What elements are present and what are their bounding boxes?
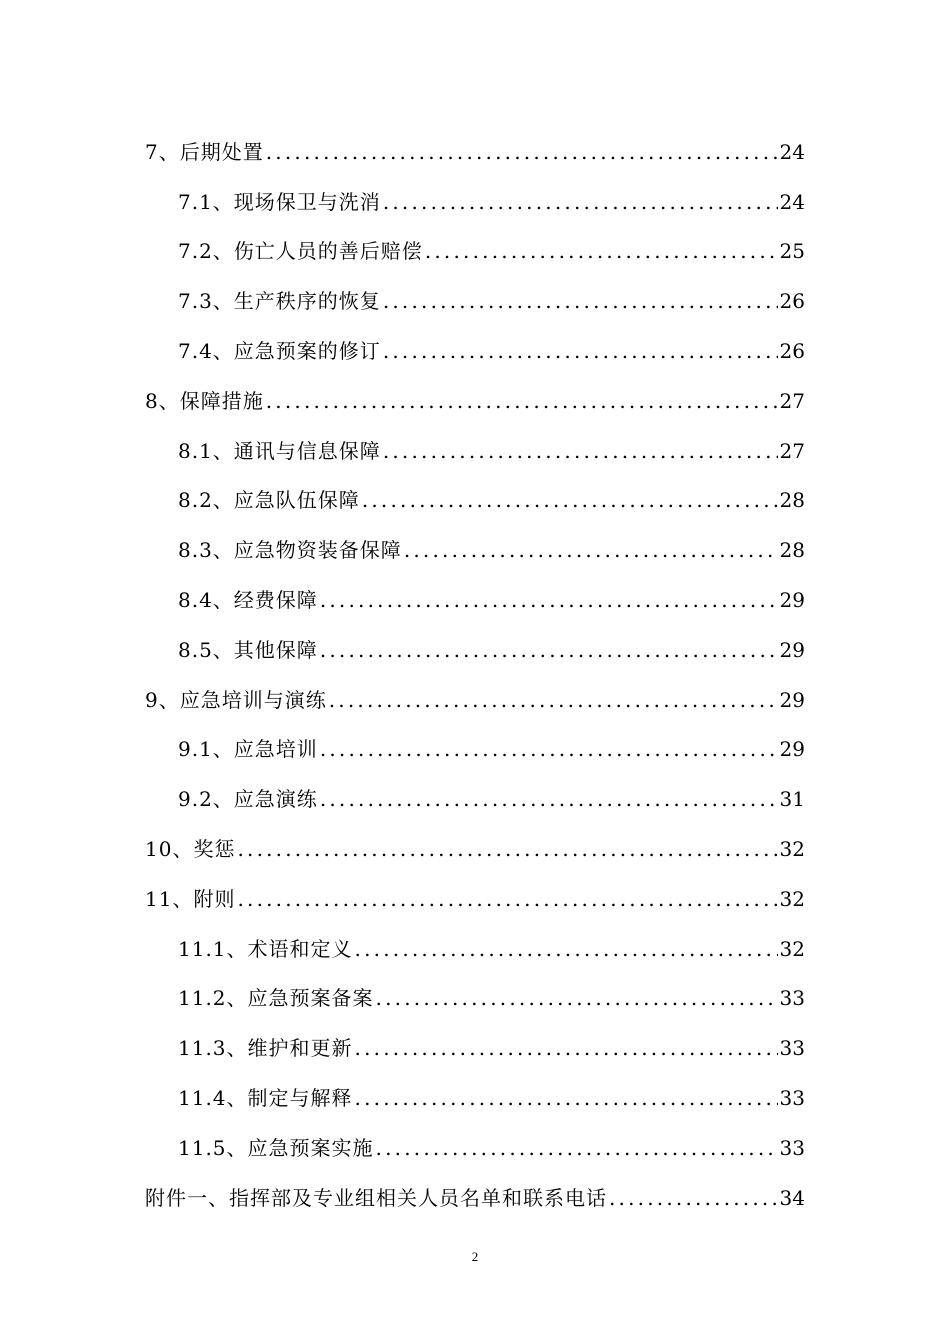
toc-entry-label: 11.4、制定与解释: [178, 1086, 353, 1111]
toc-entry[interactable]: [0, 1023, 950, 1073]
toc-entry-page: 31: [779, 787, 805, 812]
toc-entry[interactable]: [0, 525, 950, 575]
toc-entry-label: 8.5、其他保障: [178, 637, 318, 662]
toc-entry-page: 29: [779, 588, 805, 613]
toc-entry-label: 11.2、应急预案备案: [178, 986, 374, 1011]
toc-dot-leader: [320, 640, 778, 660]
toc-entry[interactable]: [0, 177, 950, 227]
table-of-contents: [0, 127, 950, 1223]
toc-dot-leader: [237, 889, 777, 909]
toc-dot-leader: [425, 241, 778, 261]
toc-entry[interactable]: [0, 476, 950, 526]
toc-entry-page: 28: [779, 538, 805, 563]
toc-dot-leader: [237, 839, 777, 859]
toc-dot-leader: [355, 1038, 778, 1058]
toc-entry-label: 11.5、应急预案实施: [178, 1135, 374, 1160]
toc-entry-page: 32: [779, 886, 805, 911]
toc-entry-label: 8.4、经费保障: [178, 588, 318, 613]
toc-entry-page: 27: [779, 388, 805, 413]
toc-entry-page: 26: [779, 289, 805, 314]
toc-entry-page: 32: [779, 936, 805, 961]
toc-dot-leader: [609, 1188, 778, 1208]
toc-entry-label: 7.1、现场保卫与洗消: [178, 189, 381, 214]
toc-entry-label: 8.1、通讯与信息保障: [178, 438, 381, 463]
toc-dot-leader: [376, 1138, 778, 1158]
toc-entry-label: 11.3、维护和更新: [178, 1036, 353, 1061]
toc-entry-label: 11、附则: [145, 886, 236, 911]
toc-dot-leader: [329, 690, 778, 710]
toc-entry-label: 10、奖惩: [145, 837, 236, 862]
toc-entry-label: 8、保障措施: [145, 388, 264, 413]
toc-dot-leader: [355, 939, 778, 959]
toc-entry-page: 24: [779, 189, 805, 214]
toc-entry-label: 9、应急培训与演练: [145, 687, 327, 712]
toc-entry-page: 33: [779, 1086, 805, 1111]
toc-entry[interactable]: [0, 675, 950, 725]
toc-entry-page: 33: [779, 986, 805, 1011]
toc-entry[interactable]: [0, 127, 950, 177]
toc-entry-label: 8.3、应急物资装备保障: [178, 538, 402, 563]
toc-entry-label: 9.2、应急演练: [178, 787, 318, 812]
toc-entry[interactable]: [0, 575, 950, 625]
toc-dot-leader: [320, 739, 778, 759]
toc-entry[interactable]: [0, 1173, 950, 1223]
toc-entry[interactable]: [0, 824, 950, 874]
toc-entry-page: 26: [779, 339, 805, 364]
toc-entry-page: 29: [779, 737, 805, 762]
toc-entry-page: 28: [779, 488, 805, 513]
toc-dot-leader: [383, 341, 778, 361]
toc-entry-label: 7、后期处置: [145, 139, 264, 164]
toc-entry[interactable]: [0, 874, 950, 924]
toc-entry[interactable]: [0, 376, 950, 426]
toc-entry-page: 27: [779, 438, 805, 463]
toc-entry-label: 7.3、生产秩序的恢复: [178, 289, 381, 314]
toc-dot-leader: [383, 192, 778, 212]
toc-dot-leader: [383, 441, 778, 461]
toc-entry-page: 24: [779, 139, 805, 164]
toc-entry-page: 29: [779, 637, 805, 662]
toc-entry[interactable]: [0, 725, 950, 775]
toc-dot-leader: [355, 1088, 778, 1108]
toc-entry[interactable]: [0, 326, 950, 376]
toc-entry[interactable]: [0, 924, 950, 974]
page-number: 2: [471, 1249, 479, 1264]
toc-entry-page: 34: [779, 1185, 805, 1210]
toc-entry[interactable]: [0, 625, 950, 675]
toc-dot-leader: [383, 291, 778, 311]
toc-entry-page: 33: [779, 1036, 805, 1061]
toc-dot-leader: [376, 988, 778, 1008]
toc-entry[interactable]: [0, 227, 950, 277]
toc-entry-label: 7.2、伤亡人员的善后赔偿: [178, 239, 423, 264]
toc-entry-page: 32: [779, 837, 805, 862]
toc-entry-label: 附件一、指挥部及专业组相关人员名单和联系电话: [145, 1185, 607, 1210]
toc-entry-page: 29: [779, 687, 805, 712]
toc-entry-label: 11.1、术语和定义: [178, 936, 353, 961]
toc-dot-leader: [404, 540, 778, 560]
toc-entry[interactable]: [0, 974, 950, 1024]
toc-entry-page: 25: [779, 239, 805, 264]
toc-entry-label: 9.1、应急培训: [178, 737, 318, 762]
toc-entry-page: 33: [779, 1135, 805, 1160]
toc-dot-leader: [266, 391, 778, 411]
toc-dot-leader: [266, 142, 778, 162]
toc-entry[interactable]: [0, 276, 950, 326]
toc-dot-leader: [320, 590, 778, 610]
toc-entry-label: 8.2、应急队伍保障: [178, 488, 360, 513]
toc-entry[interactable]: [0, 426, 950, 476]
toc-dot-leader: [320, 789, 778, 809]
toc-entry-label: 7.4、应急预案的修订: [178, 339, 381, 364]
toc-entry[interactable]: [0, 1073, 950, 1123]
toc-entry[interactable]: [0, 774, 950, 824]
toc-dot-leader: [362, 490, 778, 510]
toc-entry[interactable]: [0, 1123, 950, 1173]
